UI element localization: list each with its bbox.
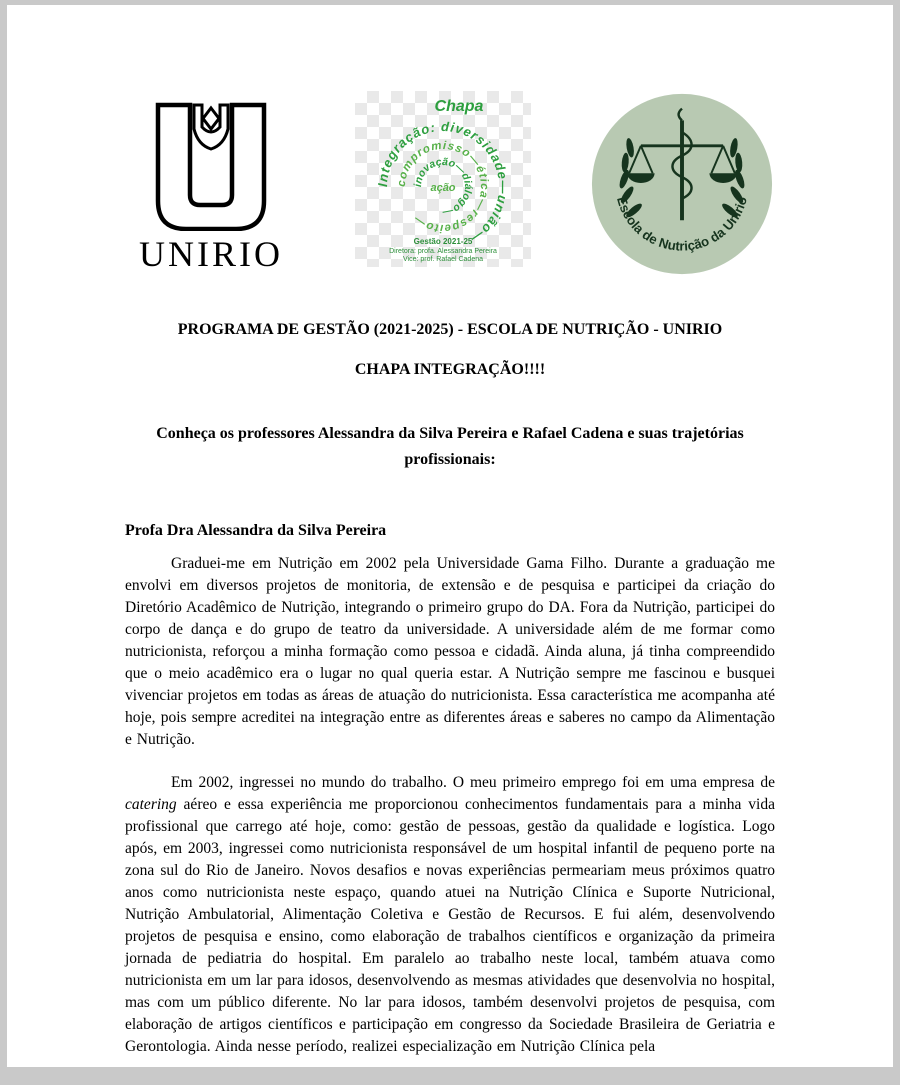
chapa-center-word: ação [430,182,456,194]
paragraph-1: Graduei-me em Nutrição em 2002 pela Universidade Gama Filho. Durante a graduação me envolvi em diversos projetos de monitoria, de extensão e de pesquisa e participei da criação do Diretório Acadêmico de Nutrição, integrando o primeiro grupo do DA. Fora da Nutrição, participei do corpo de dança e do grupo de teatro da universidade. A universidade além de me formar como nutricionista, reforçou a minha formação como pessoa e cidadã. Ainda aluna, já tinha compreendido que o meio acadêmico era o lugar no qual queria estar. A Nutrição sempre me fascinou e busquei vivenciar projetos em todas as áreas de atuação do nutricionista. Essa característica me acompanha até hoje, pois sempre acreditei na integração entre as diferentes áreas e saberes no campo da Alimentação e Nutrição. [125,555,775,749]
chapa-spiral-icon [355,91,531,267]
intro-heading: Conheça os professores Alessandra da Silva Pereira e Rafael Cadena e suas trajetórias profissionais: [156,425,744,468]
chapa-footer-vice: Vice: prof. Rafael Cadena [402,256,484,263]
chapa-integracao-logo [355,91,531,267]
chapa-ring-outer-text: Integração: diversidade—união— [374,118,512,248]
paragraph-2 [125,772,775,1058]
chapa-ring-inner-text: inovação—diálogo— [411,155,475,219]
escola-emblem-icon [589,91,775,277]
chapa-footer-gestao: Gestão 2021-25 [413,237,473,246]
section-heading-alessandra: Profa Dra Alessandra da Silva Pereira [125,522,387,540]
document-page [7,5,893,1067]
unirio-logo [125,99,297,275]
chapa-ring-middle-text: compromisso—ética—respeito— [395,139,491,235]
escola-arc-text: Escola de Nutrição da Unirio [613,194,751,254]
document-subtitle: CHAPA INTEGRAÇÃO!!!! [354,361,546,378]
document-title: PROGRAMA DE GESTÃO (2021-2025) - ESCOLA DE NUTRIÇÃO - UNIRIO [177,321,723,338]
unirio-wordmark: UNIRIO [139,234,283,274]
paragraph-2-text-cont: aéreo e essa experiência me proporcionou conhecimentos fundamentais para a minha vida profissional que carrego até hoje, como: gestão de pessoas, gestão da qualidade e logística. Logo após, em 2003, ingressei como nutricionista responsável de um hospital infantil de pequeno porte na zona sul do Rio de Janeiro. Novos desafios e novas experiências permeariam meus próximos quatro anos como nutricionista neste espaço, quando atuei na Nutrição Clínica e Suporte Nutricional, Nutrição Ambulatorial, Alimentação Coletiva e Gestão de Recursos. E fui além, desenvolvendo projetos de pesquisa e ensino, como elaboração de trabalhos científicos e organização da primeira jornada de pediatria do hospital. Em paralelo ao trabalho neste local, também atuava como nutricionista em um lar para idosos, desenvolvendo as mesmas atividades que desenvolvia no hospital, mas com um público diferente. No lar para idosos, também desenvolvi projetos de pesquisa, com elaboração de artigos científicos e participação em congresso da Sociedade Brasileira de Geriatria e Gerontologia. Ainda nesse período, realizei especialização em Nutrição Clínica pela [125,796,775,1056]
paragraph-2-text: Em 2002, ingressei no mundo do trabalho. O meu primeiro emprego foi em uma empresa de [171,774,775,792]
chapa-footer-diretora: Diretora: profa. Alessandra Pereira [389,248,497,255]
chapa-title: Chapa [434,98,484,115]
escola-nutricao-logo [589,91,775,277]
logo-row [125,5,775,277]
catering-italic-word: catering [125,796,177,814]
unirio-emblem-icon [136,99,286,231]
